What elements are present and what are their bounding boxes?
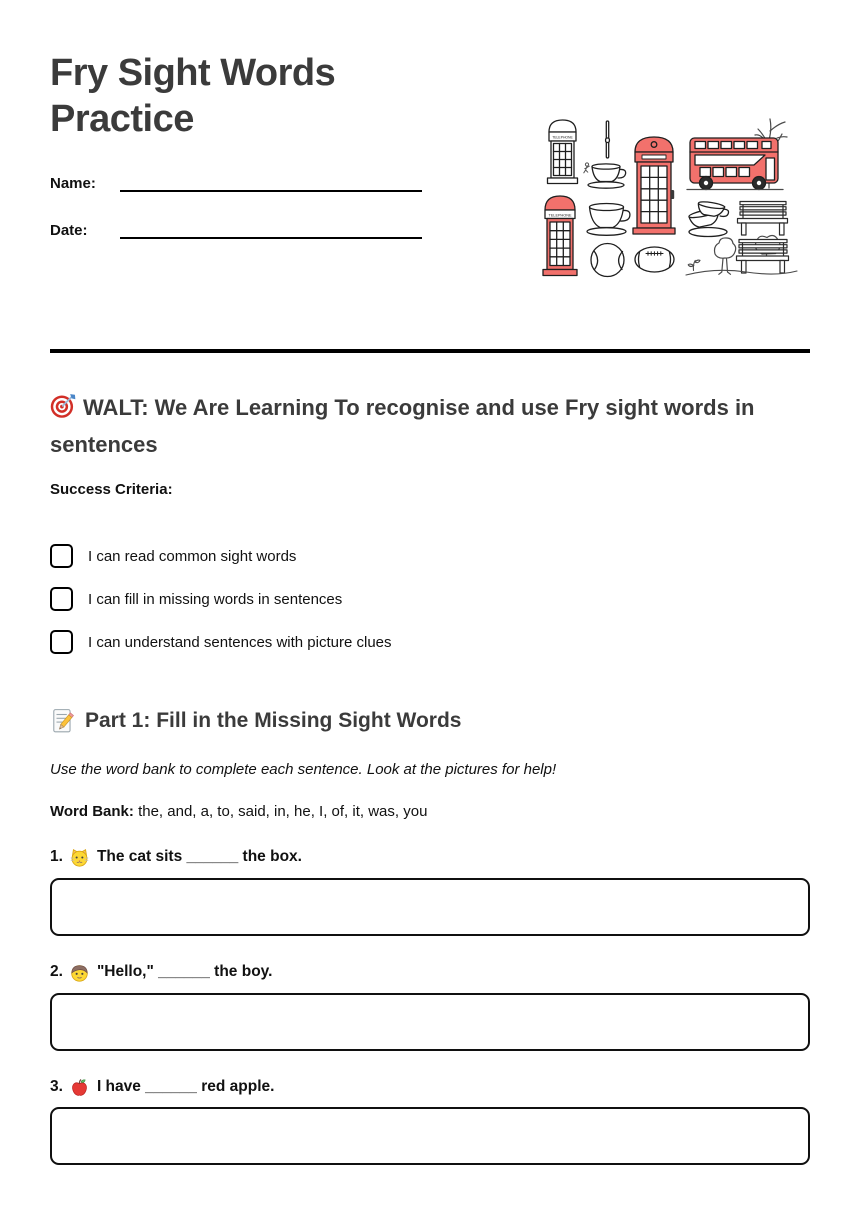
criterion-label: I can read common sight words — [88, 547, 297, 565]
boy-face-icon — [70, 963, 89, 982]
telephone-box-red-large-icon — [633, 137, 675, 234]
bench-with-tree-icon — [737, 236, 789, 274]
date-input-line[interactable] — [120, 219, 422, 239]
question-number: 3. — [50, 1078, 63, 1095]
word-bank — [50, 802, 810, 821]
answer-box-2[interactable] — [50, 993, 810, 1051]
stacked-teacups-icon — [688, 201, 729, 237]
section-divider — [50, 349, 810, 353]
name-label: Name: — [50, 175, 96, 192]
london-illustration — [540, 108, 800, 283]
page-title: Fry Sight Words Practice — [50, 52, 336, 140]
cat-face-icon — [70, 848, 89, 867]
success-criteria-list — [50, 544, 810, 654]
criterion-checkbox-1[interactable] — [50, 544, 73, 568]
dart-target-icon — [50, 393, 76, 419]
question-text: I have ______ red apple. — [96, 1078, 275, 1095]
answer-box-3[interactable] — [50, 1107, 810, 1165]
svg-text:TELEPHONE: TELEPHONE — [548, 213, 572, 218]
part1-heading-text: Part 1: Fill in the Missing Sight Words — [85, 709, 462, 732]
part1-heading — [50, 707, 810, 734]
red-apple-icon — [70, 1078, 89, 1097]
svg-text:TELEPHONE: TELEPHONE — [552, 135, 573, 140]
bench-icon — [738, 202, 788, 236]
criterion-label: I can understand sentences with picture clues — [88, 633, 392, 651]
teacup-small-icon — [588, 164, 626, 188]
success-criteria-label: Success Criteria: — [50, 481, 173, 498]
running-figure-icon — [584, 163, 590, 173]
question-2 — [50, 962, 810, 1051]
rugby-ball-icon — [635, 247, 674, 272]
question-text: The cat sits ______ the box. — [96, 848, 302, 865]
question-2-text — [50, 962, 810, 982]
question-number: 1. — [50, 848, 63, 865]
date-label: Date: — [50, 222, 88, 239]
question-number: 2. — [50, 963, 63, 980]
tennis-ball-icon — [591, 244, 624, 277]
telephone-box-red-small-icon — [543, 196, 577, 276]
word-bank-label: Word Bank: — [50, 803, 134, 820]
date-field-row — [50, 219, 422, 239]
criterion-checkbox-2[interactable] — [50, 587, 73, 611]
question-text: "Hello," ______ the boy. — [96, 963, 273, 980]
question-1 — [50, 847, 810, 936]
telephone-box-white-icon — [548, 120, 578, 184]
criterion-row — [50, 587, 810, 611]
worksheet-page — [0, 50, 860, 1211]
criterion-checkbox-3[interactable] — [50, 630, 73, 654]
name-field-row — [50, 172, 422, 192]
walt-heading — [50, 389, 810, 463]
answer-box-1[interactable] — [50, 878, 810, 936]
criterion-row — [50, 630, 810, 654]
header — [50, 50, 810, 283]
question-1-text — [50, 847, 810, 867]
name-input-line[interactable] — [120, 172, 422, 192]
memo-pencil-icon — [50, 708, 76, 734]
part1-instructions: Use the word bank to complete each sentence. Look at the pictures for help! — [50, 761, 557, 778]
sprout-icon — [688, 260, 700, 270]
question-3-text — [50, 1077, 810, 1097]
double-decker-bus-icon — [687, 138, 783, 190]
question-3 — [50, 1077, 810, 1165]
criterion-row — [50, 544, 810, 568]
word-bank-words: the, and, a, to, said, in, he, I, of, it, was, you — [138, 803, 428, 820]
criterion-label: I can fill in missing words in sentences — [88, 590, 343, 608]
walt-heading-text: WALT: We Are Learning To recognise and use Fry sight words in sentences — [50, 395, 755, 457]
round-tree-icon — [715, 238, 736, 274]
teacup-large-icon — [587, 204, 630, 236]
spoon-icon — [606, 121, 610, 158]
